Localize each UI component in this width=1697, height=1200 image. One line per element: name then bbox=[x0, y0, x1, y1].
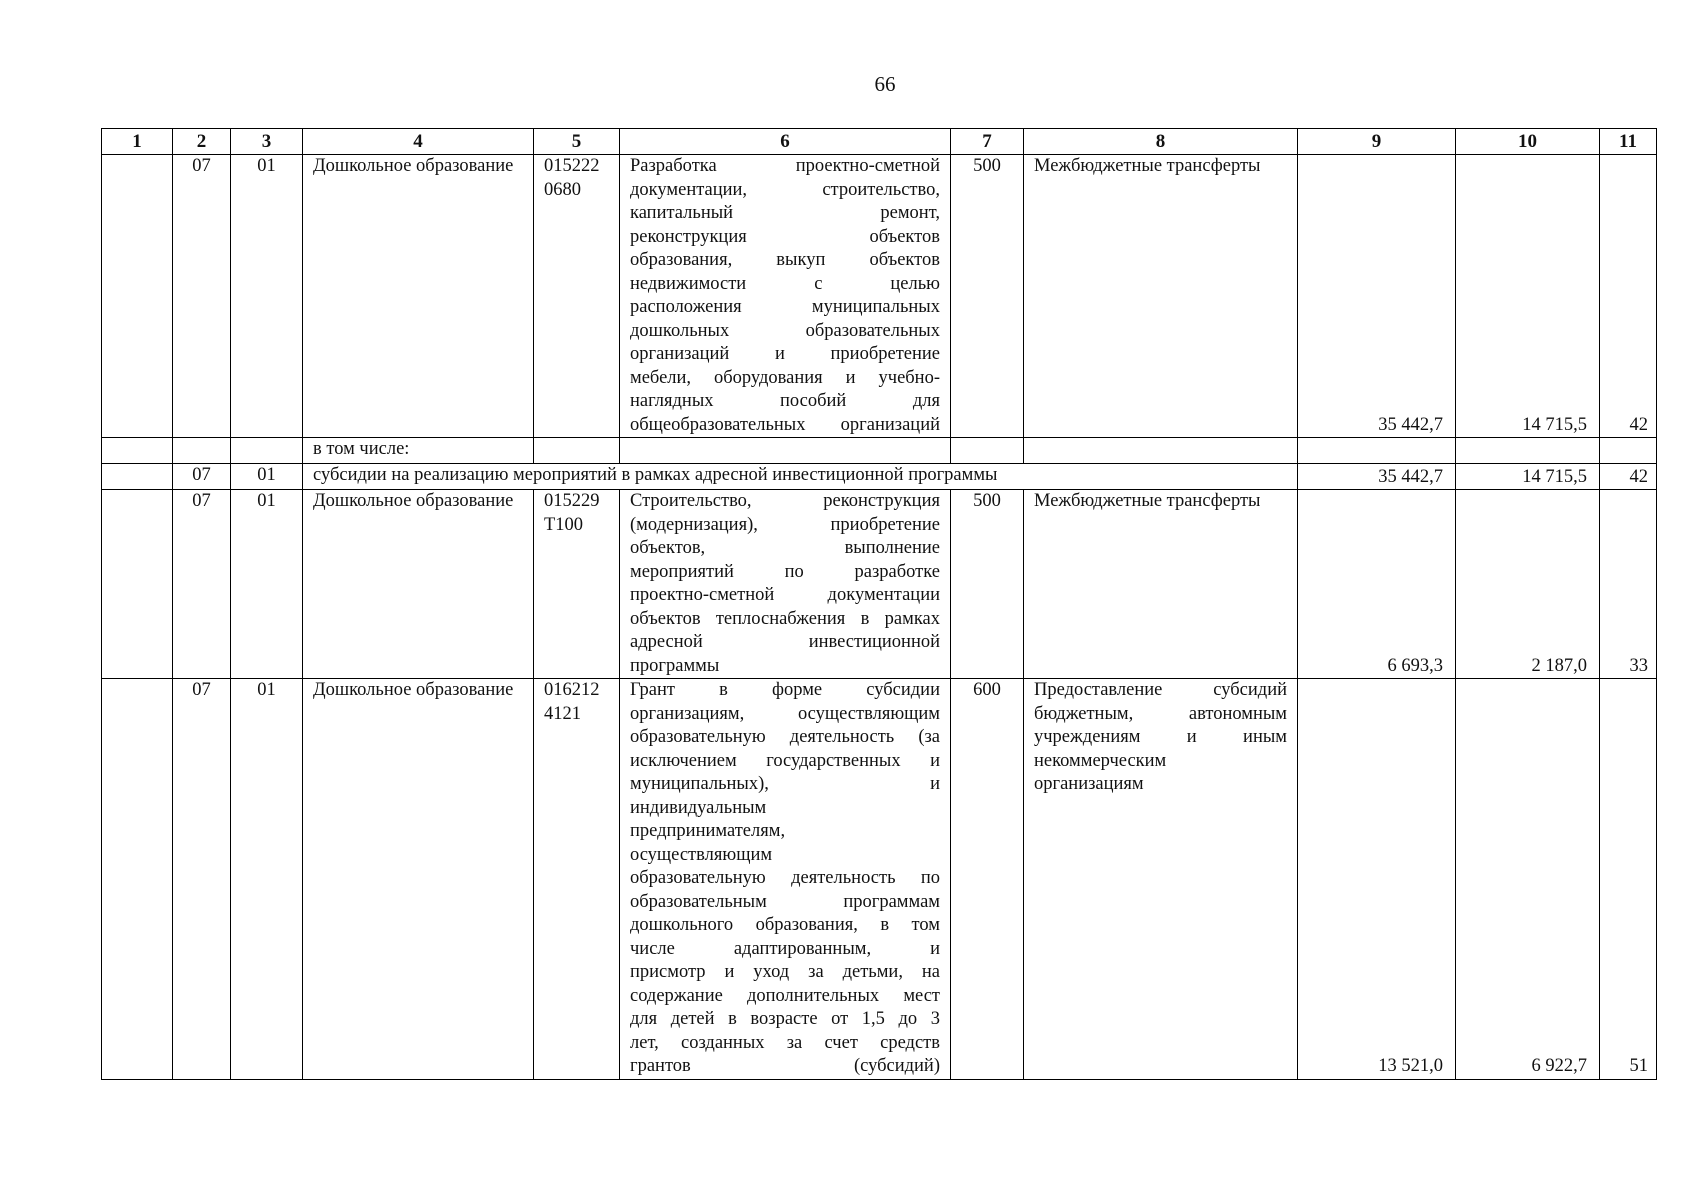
section-name: Дошкольное образование bbox=[303, 490, 534, 679]
expense-type-name: Межбюджетные трансферты bbox=[1024, 490, 1298, 679]
subsection-code: 01 bbox=[231, 679, 303, 1080]
percent-col11: 33 bbox=[1600, 490, 1657, 679]
table-row bbox=[102, 438, 1657, 464]
column-header: 10 bbox=[1456, 129, 1600, 155]
table-cell bbox=[102, 490, 173, 679]
expenditure-description: Разработка проектно-сметной документации, строительство, капитальный ремонт, реконструкция объектов образования, выкуп объектов недвижимости с целью расположения муниципальных дошкольных образовательных организаций и приобретение мебели, оборудования и учебно- наглядных пособий для общеобразовательных организаций bbox=[620, 155, 951, 438]
target-article-code: 015229 T100 bbox=[534, 490, 620, 679]
amount-col9: 13 521,0 bbox=[1298, 679, 1456, 1080]
target-article-code: 015222 0680 bbox=[534, 155, 620, 438]
column-header: 7 bbox=[951, 129, 1024, 155]
expense-type-code: 500 bbox=[951, 155, 1024, 438]
including-label: в том числе: bbox=[303, 438, 534, 464]
table-cell bbox=[173, 438, 231, 464]
section-code: 07 bbox=[173, 490, 231, 679]
table-cell bbox=[1298, 438, 1456, 464]
percent-col11: 51 bbox=[1600, 679, 1657, 1080]
amount-col10: 6 922,7 bbox=[1456, 679, 1600, 1080]
subsidy-description: субсидии на реализацию мероприятий в рамках адресной инвестиционной программы bbox=[303, 464, 1298, 490]
column-header: 5 bbox=[534, 129, 620, 155]
table-cell bbox=[102, 464, 173, 490]
subsection-code: 01 bbox=[231, 490, 303, 679]
amount-col9: 35 442,7 bbox=[1298, 155, 1456, 438]
table-cell bbox=[231, 438, 303, 464]
section-code: 07 bbox=[173, 464, 231, 490]
column-header: 1 bbox=[102, 129, 173, 155]
column-header: 2 bbox=[173, 129, 231, 155]
budget-table bbox=[101, 128, 1657, 1080]
table-cell bbox=[534, 438, 620, 464]
percent-col11: 42 bbox=[1600, 155, 1657, 438]
expense-type-name: Межбюджетные трансферты bbox=[1024, 155, 1298, 438]
expense-type-name: Предоставление субсидий бюджетным, автономным учреждениям и иным некоммерческим организациям bbox=[1024, 679, 1298, 1080]
percent-col11: 42 bbox=[1600, 464, 1657, 490]
section-code: 07 bbox=[173, 679, 231, 1080]
section-name: Дошкольное образование bbox=[303, 679, 534, 1080]
amount-col10: 14 715,5 bbox=[1456, 155, 1600, 438]
table-row bbox=[102, 490, 1657, 679]
amount-col10: 14 715,5 bbox=[1456, 464, 1600, 490]
subsection-code: 01 bbox=[231, 155, 303, 438]
section-name: Дошкольное образование bbox=[303, 155, 534, 438]
table-cell bbox=[1456, 438, 1600, 464]
table-row bbox=[102, 155, 1657, 438]
column-number-header-row bbox=[102, 129, 1657, 155]
table-cell bbox=[102, 155, 173, 438]
expense-type-code: 500 bbox=[951, 490, 1024, 679]
table-cell bbox=[102, 679, 173, 1080]
table-row bbox=[102, 679, 1657, 1080]
table-cell bbox=[102, 438, 173, 464]
column-header: 8 bbox=[1024, 129, 1298, 155]
subsection-code: 01 bbox=[231, 464, 303, 490]
column-header: 11 bbox=[1600, 129, 1657, 155]
table-cell bbox=[620, 438, 951, 464]
amount-col10: 2 187,0 bbox=[1456, 490, 1600, 679]
column-header: 4 bbox=[303, 129, 534, 155]
column-header: 6 bbox=[620, 129, 951, 155]
column-header: 9 bbox=[1298, 129, 1456, 155]
expense-type-code: 600 bbox=[951, 679, 1024, 1080]
amount-col9: 35 442,7 bbox=[1298, 464, 1456, 490]
page-number: 66 bbox=[874, 72, 896, 96]
expenditure-description: Грант в форме субсидии организациям, осуществляющим образовательную деятельность (за исключением государственных и муниципальных), и индивидуальным предпринимателям, осуществляющим образовательную деятельность по образовательным программам дошкольного образования, в том числе адаптированным, и присмотр и уход за детьми, на содержание дополнительных мест для детей в возрасте от 1,5 до 3 лет, созданных за счет средств грантов (субсидий) bbox=[620, 679, 951, 1080]
section-code: 07 bbox=[173, 155, 231, 438]
table-cell bbox=[1024, 438, 1298, 464]
column-header: 3 bbox=[231, 129, 303, 155]
target-article-code: 016212 4121 bbox=[534, 679, 620, 1080]
amount-col9: 6 693,3 bbox=[1298, 490, 1456, 679]
expenditure-description: Строительство, реконструкция (модернизация), приобретение объектов, выполнение мероприятий по разработке проектно-сметной документации объектов теплоснабжения в рамках адресной инвестиционной программы bbox=[620, 490, 951, 679]
table-cell bbox=[951, 438, 1024, 464]
table-row bbox=[102, 464, 1657, 490]
table-cell bbox=[1600, 438, 1657, 464]
